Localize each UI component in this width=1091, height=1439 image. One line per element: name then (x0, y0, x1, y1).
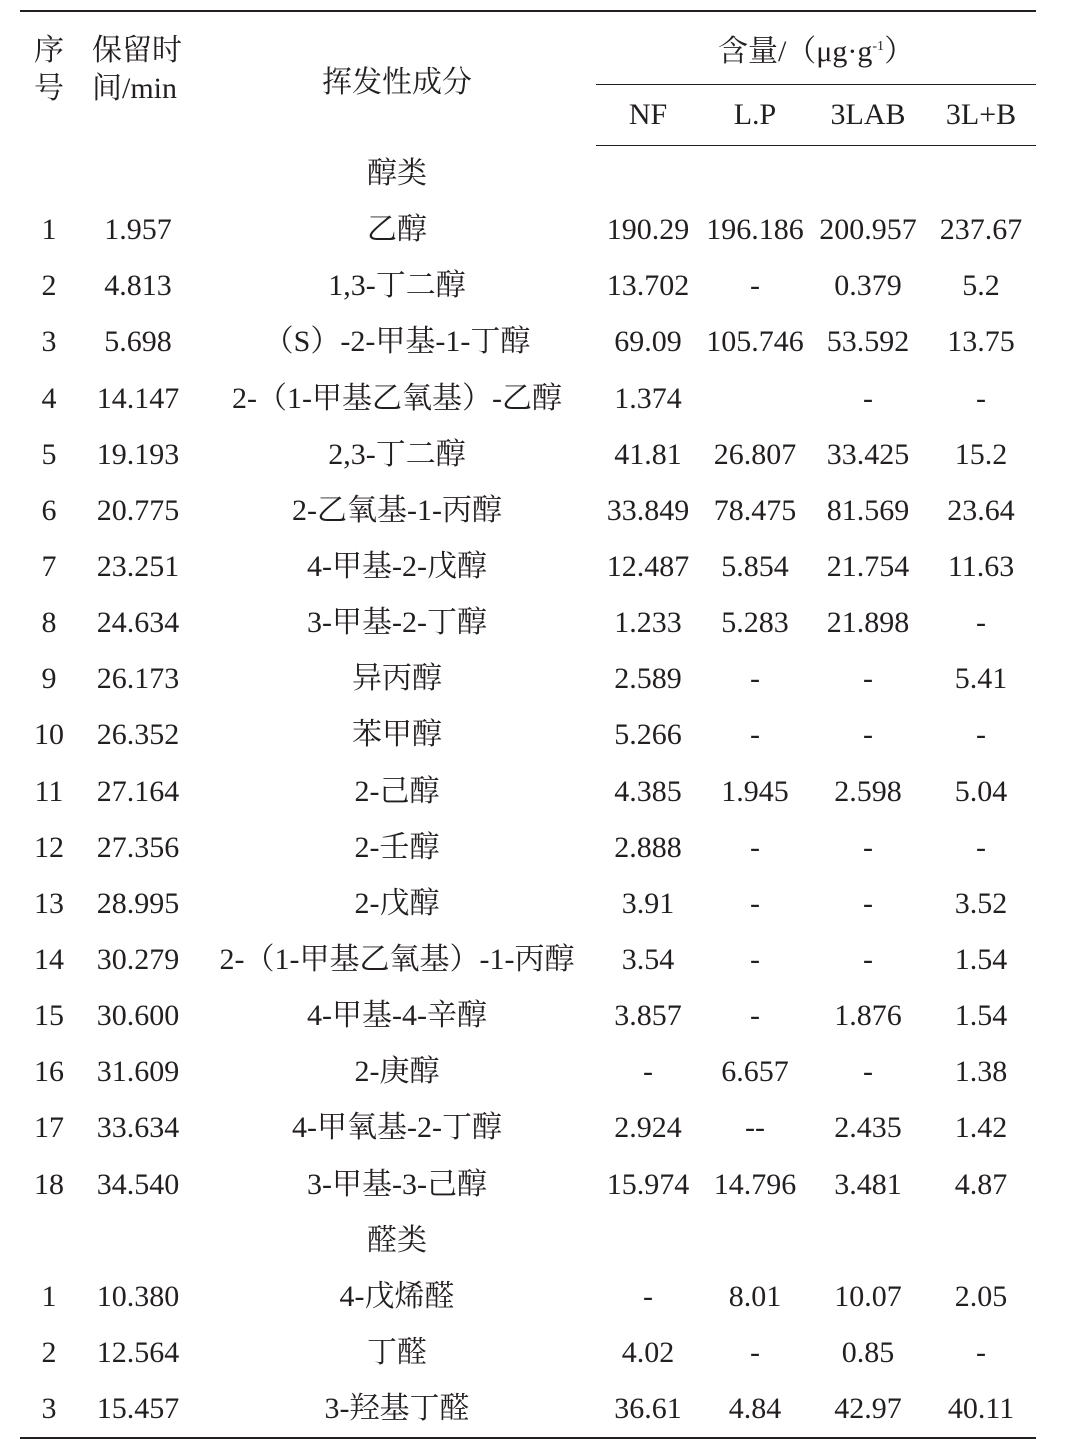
lp-cell: -- (745, 1111, 765, 1145)
3lb-cell: 1.54 (954, 999, 1008, 1033)
compound-name-cell: 异丙醇 (352, 662, 442, 696)
empty-cell (20, 1213, 78, 1269)
3lb-cell: 2.05 (954, 1279, 1008, 1313)
empty-cell (926, 146, 1036, 203)
lp-cell: - (750, 886, 760, 920)
empty-cell (78, 1213, 198, 1269)
nf-cell: - (643, 1279, 653, 1313)
content-unit-header: 含量$/(\mu g\cdot g^{-1})$ (596, 11, 1036, 85)
retention-time-cell: 4.813 (104, 269, 172, 303)
seq-cell: 1 (41, 1279, 57, 1313)
nf-cell: 1.374 (614, 381, 682, 415)
compound-name-cell: 丁醛 (367, 1336, 427, 1370)
3lab-cell: 33.425 (826, 437, 910, 471)
3lb-cell: 5.04 (954, 774, 1008, 808)
section-title: 醇类 (367, 156, 427, 190)
retention-time-cell: 26.352 (96, 718, 180, 752)
lp-cell: 26.807 (713, 437, 797, 471)
retention-time-header-line2: 间/min (92, 72, 178, 105)
nf-cell: 190.29 (606, 213, 690, 247)
3lb-cell: - (976, 381, 987, 415)
retention-time-cell: 14.147 (96, 381, 180, 415)
nf-cell: - (643, 1055, 653, 1089)
retention-time-cell: 19.193 (96, 437, 180, 471)
nf-cell: 1.233 (614, 606, 682, 640)
table-row (20, 707, 1036, 763)
3lb-cell: 1.54 (954, 943, 1008, 977)
lp-cell: - (750, 269, 760, 303)
seq-cell: 9 (41, 662, 57, 696)
3lab-cell: - (863, 943, 873, 977)
nf-cell: 4.02 (621, 1336, 675, 1370)
nf-cell: 13.702 (606, 269, 690, 303)
lp-cell: 5.854 (721, 550, 789, 584)
seq-header-line2: 号 (34, 72, 64, 105)
retention-time-header (78, 11, 198, 146)
3lb-cell: - (976, 1336, 987, 1370)
3lb-cell: 15.2 (954, 437, 1008, 471)
retention-time-cell: 1.957 (104, 213, 172, 247)
3lb-cell: 11.63 (947, 550, 1015, 584)
compound-name-header: 挥发性成分 (198, 11, 596, 146)
table-row (20, 876, 1036, 932)
seq-cell: 13 (34, 886, 64, 920)
retention-time-cell: 28.995 (96, 886, 180, 920)
table-row (20, 1381, 1036, 1438)
retention-time-cell: 30.600 (96, 999, 180, 1033)
compound-name-cell: 4-甲氧基-2-丁醇 (292, 1111, 502, 1145)
nf-cell: 2.924 (614, 1111, 682, 1145)
table-row (20, 1157, 1036, 1213)
retention-time-cell: 24.634 (96, 606, 180, 640)
nf-cell: 3.91 (621, 886, 675, 920)
retention-time-cell: 27.164 (96, 774, 180, 808)
seq-cell: 1 (41, 213, 57, 247)
seq-cell: 6 (41, 493, 57, 527)
seq-cell: 12 (34, 830, 64, 864)
lp-cell: 6.657 (721, 1055, 789, 1089)
seq-cell: 17 (34, 1111, 64, 1145)
seq-cell: 2 (41, 1336, 57, 1370)
3lab-cell: - (863, 662, 873, 696)
lp-cell: 196.186 (706, 213, 804, 247)
empty-cell (810, 146, 926, 203)
seq-cell: 11 (34, 774, 64, 808)
compound-name-cell: 2,3-丁二醇 (328, 437, 466, 471)
compound-name-cell: 2-庚醇 (354, 1055, 440, 1089)
table-row (20, 932, 1036, 988)
empty-cell (596, 146, 700, 203)
compound-name-cell: 2-己醇 (354, 774, 440, 808)
retention-time-cell: 30.279 (96, 943, 180, 977)
3lab-cell: 53.592 (826, 325, 910, 359)
compound-name-cell: （S）-2-甲基-1-丁醇 (263, 325, 531, 359)
seq-cell: 5 (41, 437, 57, 471)
table-header (20, 11, 1036, 146)
lp-cell: 8.01 (728, 1279, 782, 1313)
empty-cell (926, 1213, 1036, 1269)
compound-name-cell: 1,3-丁二醇 (328, 269, 466, 303)
seq-cell: 2 (41, 269, 57, 303)
volatile-compounds-table-wrapper (20, 10, 1036, 1439)
compound-name-cell: 2-（1-甲基乙氧基）-乙醇 (232, 381, 562, 415)
table-row (20, 1044, 1036, 1100)
lp-cell: - (750, 718, 760, 752)
lp-cell: 105.746 (706, 325, 804, 359)
3lab-cell: 200.957 (819, 213, 917, 247)
volatile-compounds-table (20, 10, 1036, 1439)
3lab-cell: 21.898 (826, 606, 910, 640)
3lb-cell: 13.75 (947, 325, 1015, 359)
nf-cell: 36.61 (596, 1381, 700, 1438)
table-row (20, 595, 1036, 651)
nf-cell: 3.857 (614, 999, 682, 1033)
col-header-3lb: 3L+B (926, 85, 1036, 146)
table-row (20, 371, 1036, 427)
seq-cell: 14 (34, 943, 64, 977)
nf-cell: 4.385 (614, 774, 682, 808)
3lab-cell: - (863, 381, 873, 415)
seq-cell: 7 (41, 550, 57, 584)
lp-cell: - (750, 999, 760, 1033)
nf-cell: 15.974 (606, 1167, 690, 1201)
lp-cell (700, 371, 810, 427)
seq-cell: 3 (41, 325, 57, 359)
lp-cell: - (750, 830, 760, 864)
3lb-cell: 40.11 (926, 1381, 1036, 1438)
compound-name-cell: 2-戊醇 (354, 886, 440, 920)
seq-cell: 18 (34, 1167, 64, 1201)
nf-cell: 3.54 (621, 943, 675, 977)
empty-cell (20, 146, 78, 203)
3lb-cell: 4.87 (954, 1167, 1008, 1201)
lp-cell: - (750, 1336, 760, 1370)
nf-cell: 69.09 (614, 325, 682, 359)
compound-name-cell: 4-甲基-2-戊醇 (307, 550, 487, 584)
3lb-cell: 1.42 (954, 1111, 1008, 1145)
empty-cell (810, 1213, 926, 1269)
3lab-cell: 3.481 (834, 1167, 902, 1201)
retention-time-cell: 26.173 (96, 662, 180, 696)
retention-time-cell: 20.775 (96, 493, 180, 527)
lp-cell: 78.475 (713, 493, 797, 527)
table-row (20, 427, 1036, 483)
3lb-cell: 5.2 (962, 269, 1000, 303)
section-row (20, 146, 1036, 203)
3lb-cell: 5.41 (954, 662, 1008, 696)
3lb-cell: - (976, 606, 987, 640)
col-header-nf: NF (596, 85, 700, 146)
table-row (20, 1100, 1036, 1156)
3lab-cell: - (863, 830, 873, 864)
empty-cell (700, 146, 810, 203)
table-row (20, 988, 1036, 1044)
seq-cell: 15 (34, 999, 64, 1033)
3lab-cell: 1.876 (834, 999, 902, 1033)
nf-cell: 41.81 (614, 437, 682, 471)
lp-cell: 1.945 (721, 774, 789, 808)
retention-time-cell: 34.540 (96, 1167, 180, 1201)
empty-cell (700, 1213, 810, 1269)
table-row (20, 258, 1036, 314)
table-row (20, 820, 1036, 876)
table-row (20, 483, 1036, 539)
seq-cell: 4 (41, 381, 57, 415)
3lab-cell: 81.569 (826, 493, 910, 527)
retention-time-cell: 31.609 (96, 1055, 180, 1089)
seq-cell: 16 (34, 1055, 64, 1089)
table-row (20, 314, 1036, 370)
retention-time-cell: 15.457 (78, 1381, 198, 1438)
seq-cell: 3 (20, 1381, 78, 1438)
3lb-cell: - (976, 830, 987, 864)
retention-time-cell: 5.698 (104, 325, 172, 359)
table-row (20, 202, 1036, 258)
table-body (20, 146, 1036, 1439)
3lb-cell: 237.67 (939, 213, 1023, 247)
retention-time-cell: 23.251 (96, 550, 180, 584)
compound-name-cell: 乙醇 (367, 213, 427, 247)
nf-cell: 5.266 (614, 718, 682, 752)
seq-header-line1: 序 (34, 34, 64, 67)
nf-cell: 2.888 (614, 830, 682, 864)
3lb-cell: 3.52 (954, 886, 1008, 920)
seq-cell: 8 (41, 606, 57, 640)
seq-header (20, 11, 78, 146)
3lab-cell: 21.754 (826, 550, 910, 584)
seq-cell: 10 (34, 718, 64, 752)
empty-cell (596, 1213, 700, 1269)
lp-cell: 5.283 (721, 606, 789, 640)
lp-cell: - (750, 943, 760, 977)
table-row (20, 764, 1036, 820)
compound-name-cell: 2-壬醇 (354, 830, 440, 864)
col-header-lp: L.P (700, 85, 810, 146)
col-header-3lab: 3LAB (810, 85, 926, 146)
3lb-cell: 23.64 (947, 493, 1015, 527)
nf-cell: 12.487 (606, 550, 690, 584)
3lb-cell: 1.38 (954, 1055, 1008, 1089)
compound-name-cell: 苯甲醇 (352, 718, 442, 752)
retention-time-cell: 33.634 (96, 1111, 180, 1145)
3lab-cell: 2.598 (834, 774, 902, 808)
retention-time-cell: 27.356 (96, 830, 180, 864)
lp-cell: 4.84 (700, 1381, 810, 1438)
3lab-cell: 0.85 (841, 1336, 895, 1370)
3lab-cell: - (863, 718, 873, 752)
3lab-cell: 2.435 (834, 1111, 902, 1145)
empty-cell (78, 146, 198, 203)
lp-cell: - (750, 662, 760, 696)
compound-name-cell: 3-羟基丁醛 (198, 1381, 596, 1438)
retention-time-cell: 12.564 (96, 1336, 180, 1370)
3lab-cell: 10.07 (834, 1279, 902, 1313)
retention-time-cell: 10.380 (96, 1279, 180, 1313)
section-title: 醛类 (367, 1223, 427, 1257)
retention-time-header-line1: 保留时 (92, 34, 182, 67)
compound-name-cell: 2-（1-甲基乙氧基）-1-丙醇 (219, 943, 575, 977)
lp-cell: 14.796 (713, 1167, 797, 1201)
3lab-cell: 42.97 (810, 1381, 926, 1438)
section-row (20, 1213, 1036, 1269)
compound-name-cell: 3-甲基-3-己醇 (307, 1167, 487, 1201)
compound-name-cell: 4-甲基-4-辛醇 (307, 999, 487, 1033)
table-row (20, 1269, 1036, 1325)
3lab-cell: - (863, 1055, 873, 1089)
table-row (20, 1325, 1036, 1381)
3lab-cell: 0.379 (834, 269, 902, 303)
nf-cell: 33.849 (606, 493, 690, 527)
table-row (20, 651, 1036, 707)
3lb-cell: - (976, 718, 987, 752)
compound-name-cell: 4-戊烯醛 (339, 1279, 455, 1313)
table-row (20, 539, 1036, 595)
nf-cell: 2.589 (614, 662, 682, 696)
compound-name-cell: 2-乙氧基-1-丙醇 (292, 493, 502, 527)
3lab-cell: - (863, 886, 873, 920)
compound-name-cell: 3-甲基-2-丁醇 (307, 606, 487, 640)
